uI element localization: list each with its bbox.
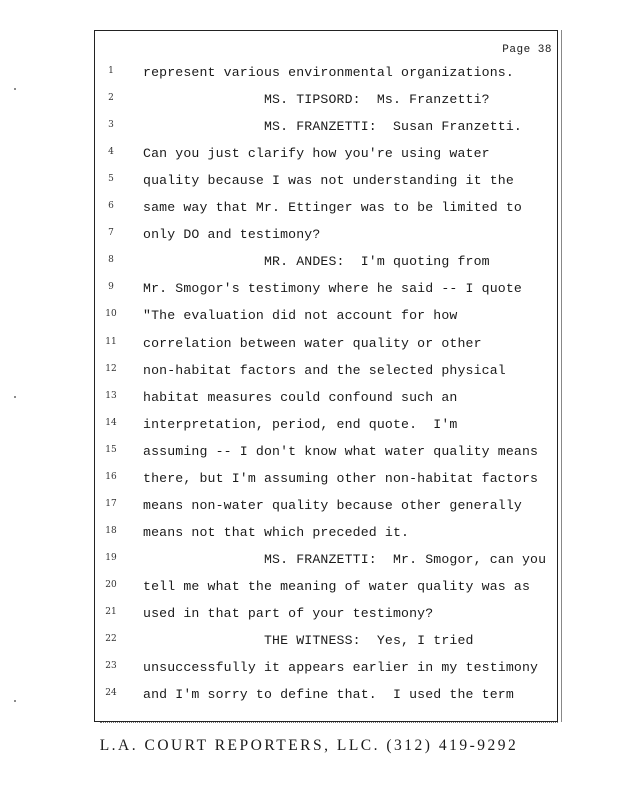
line-number: 10 (105, 309, 117, 320)
line-number: 1 (108, 66, 114, 76)
line-number: 6 (108, 201, 114, 212)
line-text: there, but I'm assuming other non-habitat factors (143, 470, 539, 486)
line-text: used in that part of your testimony? (143, 606, 434, 621)
page-number-label: Page 38 (502, 44, 552, 56)
line-number: 23 (105, 661, 117, 672)
line-text: and I'm sorry to define that. I used the term (143, 687, 514, 703)
line-number: 21 (105, 607, 117, 617)
line-number: 20 (105, 579, 117, 590)
scan-speck (14, 88, 16, 90)
line-number: 24 (105, 688, 117, 699)
line-number: 2 (108, 93, 114, 104)
line-number: 11 (105, 336, 117, 347)
line-number: 22 (105, 634, 117, 645)
line-text: same way that Mr. Ettinger was to be limited to (143, 200, 522, 216)
frame-bottom-dotted-rule (100, 722, 558, 727)
line-number: 14 (105, 417, 117, 428)
line-text: non-habitat factors and the selected physical (143, 362, 506, 378)
line-text: habitat measures could confound such an (143, 389, 458, 405)
line-number: 5 (108, 174, 114, 185)
line-number: 4 (108, 147, 114, 158)
frame-right-rule (561, 30, 562, 722)
line-number: 8 (108, 255, 114, 266)
line-text: Can you just clarify how you're using water (143, 146, 490, 162)
line-number: 12 (105, 363, 117, 374)
line-text: quality because I was not understanding it the (143, 173, 514, 189)
line-text: tell me what the meaning of water quality was as (143, 578, 531, 594)
line-text: MR. ANDES: I'm quoting from (143, 254, 490, 270)
line-number: 17 (105, 498, 117, 509)
line-number: 9 (108, 282, 114, 293)
line-text: assuming -- I don't know what water quality means (143, 443, 539, 459)
line-number: 15 (105, 444, 117, 455)
line-number: 3 (108, 120, 114, 131)
line-number: 19 (105, 552, 117, 563)
line-text: unsuccessfully it appears earlier in my testimony (143, 660, 539, 676)
line-text: interpretation, period, end quote. I'm (143, 416, 458, 432)
line-number: 16 (105, 471, 117, 482)
line-text: MS. FRANZETTI: Susan Franzetti. (143, 119, 522, 135)
line-text: MS. TIPSORD: Ms. Franzetti? (143, 92, 490, 108)
reporter-footer: L.A. COURT REPORTERS, LLC. (312) 419-9292 (99, 737, 519, 754)
line-number: 18 (105, 525, 117, 536)
line-text: means not that which preceded it. (143, 524, 410, 540)
line-text: THE WITNESS: Yes, I tried (143, 633, 474, 649)
line-text: only DO and testimony? (143, 227, 321, 243)
line-text: Mr. Smogor's testimony where he said -- I quote (143, 281, 522, 297)
line-text: means non-water quality because other generally (143, 497, 522, 513)
line-text: MS. FRANZETTI: Mr. Smogor, can you (143, 551, 547, 567)
line-number: 13 (105, 390, 117, 401)
line-text: represent various environmental organizations. (143, 65, 514, 80)
scan-speck (14, 700, 16, 702)
line-text: correlation between water quality or other (143, 335, 482, 351)
scan-speck (14, 396, 16, 398)
line-number: 7 (108, 228, 114, 239)
line-text: "The evaluation did not account for how (143, 308, 458, 324)
